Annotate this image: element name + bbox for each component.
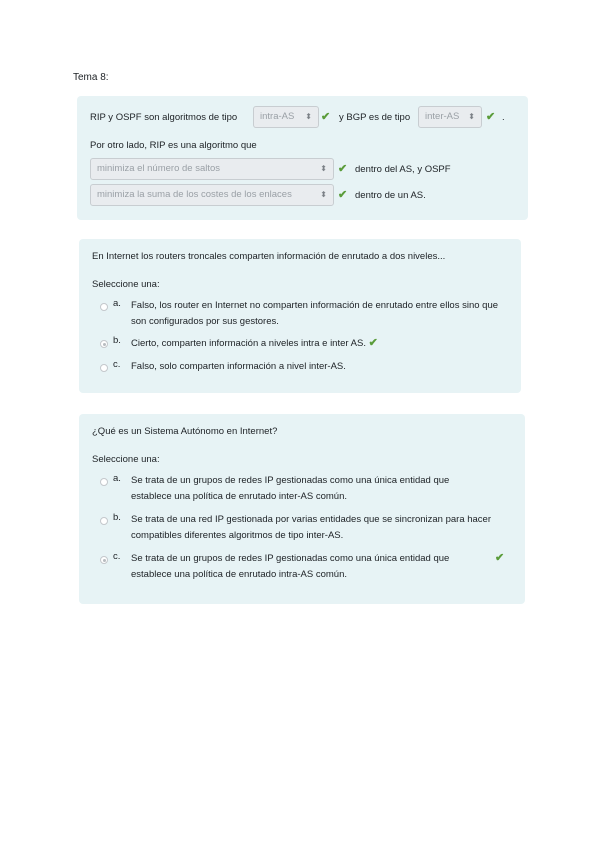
option-text: Falso, los router en Internet no comparten información de enrutado entre ellos sino que son configurados por sus gestores. <box>131 300 499 327</box>
radio-option-a[interactable] <box>100 478 108 486</box>
option-text: Se trata de un grupos de redes IP gestionadas como una única entidad que establece una política de enrutado intra-AS común. <box>131 553 450 580</box>
check-icon: ✔ <box>368 337 378 349</box>
option-letter: c. <box>113 359 121 370</box>
radio-option-b[interactable] <box>100 340 108 348</box>
check-icon: ✔ <box>486 111 496 123</box>
question-card-2 <box>79 239 521 393</box>
select-ospf-behaviour[interactable] <box>90 184 334 206</box>
chevron-updown-icon: ⬍ <box>320 164 327 173</box>
question-card-3 <box>79 414 525 604</box>
radio-option-a[interactable] <box>100 303 108 311</box>
q1-text-prefix: RIP y OSPF son algoritmos de tipo <box>90 112 238 123</box>
select-rip-behaviour[interactable] <box>90 158 334 180</box>
q2-question-text: En Internet los routers troncales comparten información de enrutado a dos niveles... <box>92 251 446 262</box>
q3-prompt: Seleccione una: <box>92 454 160 465</box>
radio-option-c[interactable] <box>100 364 108 372</box>
page-title: Tema 8: <box>73 72 109 83</box>
select-algorithm-type-2[interactable] <box>418 106 482 128</box>
chevron-updown-icon: ⬍ <box>320 190 327 199</box>
q1-after-select3: dentro del AS, y OSPF <box>355 164 451 175</box>
q1-after-select4: dentro de un AS. <box>355 190 426 201</box>
check-icon: ✔ <box>338 189 348 201</box>
option-letter: b. <box>113 335 121 346</box>
option-text: Se trata de una red IP gestionada por varias entidades que se sincronizan para hacer compatibles diferentes algoritmos de tipo inter-AS. <box>131 514 492 541</box>
check-icon: ✔ <box>321 111 331 123</box>
select-algorithm-type-1[interactable] <box>253 106 319 128</box>
select-value: inter-AS <box>425 111 460 122</box>
select-value: intra-AS <box>260 111 295 122</box>
q1-line2: Por otro lado, RIP es una algoritmo que <box>90 140 257 151</box>
option-letter: c. <box>113 551 121 562</box>
select-value: minimiza el número de saltos <box>97 163 221 174</box>
option-text <box>131 335 511 352</box>
option-letter: a. <box>113 473 121 484</box>
option-text: Se trata de un grupos de redes IP gestionadas como una única entidad que establece una política de enrutado inter-AS común. <box>131 475 450 502</box>
q1-text-end: . <box>502 112 505 123</box>
question-card-1 <box>77 96 528 220</box>
check-icon: ✔ <box>338 163 348 175</box>
option-letter: a. <box>113 298 121 309</box>
q2-prompt: Seleccione una: <box>92 279 160 290</box>
select-value: minimiza la suma de los costes de los enlaces <box>97 189 292 200</box>
option-text: Falso, solo comparten información a nivel inter-AS. <box>131 361 346 372</box>
chevron-updown-icon: ⬍ <box>305 112 312 121</box>
option-letter: b. <box>113 512 121 523</box>
option-text-content: Cierto, comparten información a niveles intra e inter AS. <box>131 338 366 349</box>
check-icon: ✔ <box>495 552 505 564</box>
radio-option-b[interactable] <box>100 517 108 525</box>
q1-text-middle: y BGP es de tipo <box>339 112 411 123</box>
chevron-updown-icon: ⬍ <box>468 112 475 121</box>
radio-option-c[interactable] <box>100 556 108 564</box>
q3-question-text: ¿Qué es un Sistema Autónomo en Internet? <box>92 426 278 437</box>
